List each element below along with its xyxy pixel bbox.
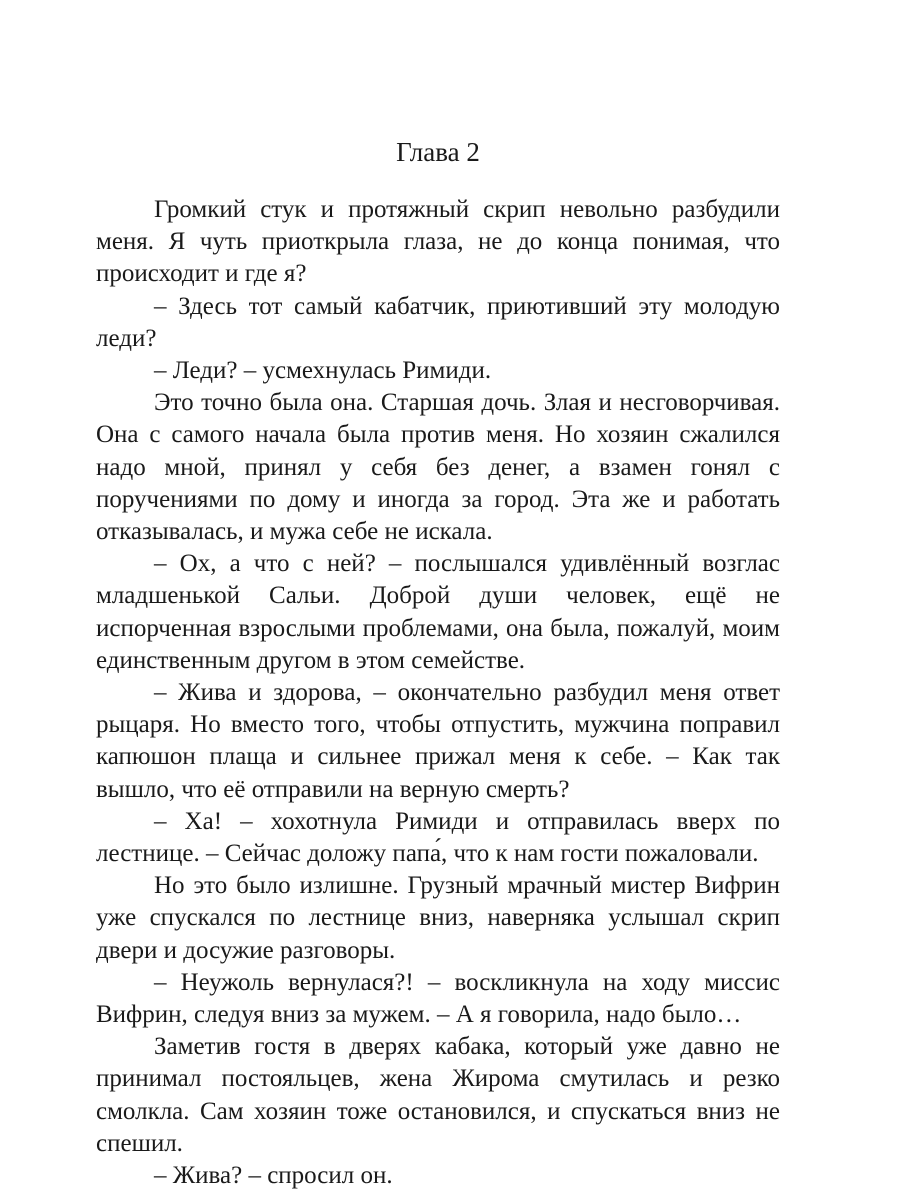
paragraph: – Жива? – спросил он. (154, 1162, 393, 1190)
paragraph: – Ох, а что с ней? – послышался удивлённый возглас младшенькой Сальи. Доброй души человек, ещё не испорченная взрослыми проблемами, она была, пожалуй, моим единственным другом в этом семействе. (96, 550, 780, 674)
paragraph: – Леди? – усмехнулась Римиди. (154, 357, 492, 385)
book-page (96, 0, 780, 1200)
chapter-text (96, 194, 780, 1192)
paragraph: Это точно была она. Старшая дочь. Злая и несговорчивая. Она с самого начала была против меня. Но хозяин сжалился надо мной, принял у себя без денег, а взамен гонял с поручениями по дому и иногда за город. Эта же и работать отказывалась, и мужа себе не искала. (96, 389, 780, 546)
paragraph: – Ха! – хохотнула Римиди и отправилась вверх по лестнице. – Сейчас доложу папа́, что к нам гости пожаловали. (96, 807, 780, 868)
paragraph: Но это было излишне. Грузный мрачный мистер Вифрин уже спускался по лестнице вниз, наверняка услышал скрип двери и досужие разговоры. (96, 872, 780, 964)
paragraph: – Здесь тот самый кабатчик, приютивший эту молодую леди? (96, 292, 780, 352)
paragraph: – Неужоль вернулася?! – воскликнула на ходу миссис Вифрин, следуя вниз за мужем. – А я говорила, надо было… (96, 968, 780, 1029)
paragraph: Заметив гостя в дверях кабака, который уже давно не принимал постояльцев, жена Жирома смутилась и резко смолкла. Сам хозяин тоже остановился, и спускаться вниз не спешил. (96, 1033, 780, 1157)
paragraph: Громкий стук и протяжный скрип невольно разбудили меня. Я чуть приоткрыла глаза, не до конца понимая, что происходит и где я? (96, 196, 780, 288)
paragraph: – Жива и здорова, – окончательно разбудил меня ответ рыцаря. Но вместо того, чтобы отпустить, мужчина поправил капюшон плаща и сильнее прижал меня к себе. – Как так вышло, что её отправили на верную смерть? (96, 679, 780, 803)
chapter-title: Глава 2 (396, 137, 480, 167)
